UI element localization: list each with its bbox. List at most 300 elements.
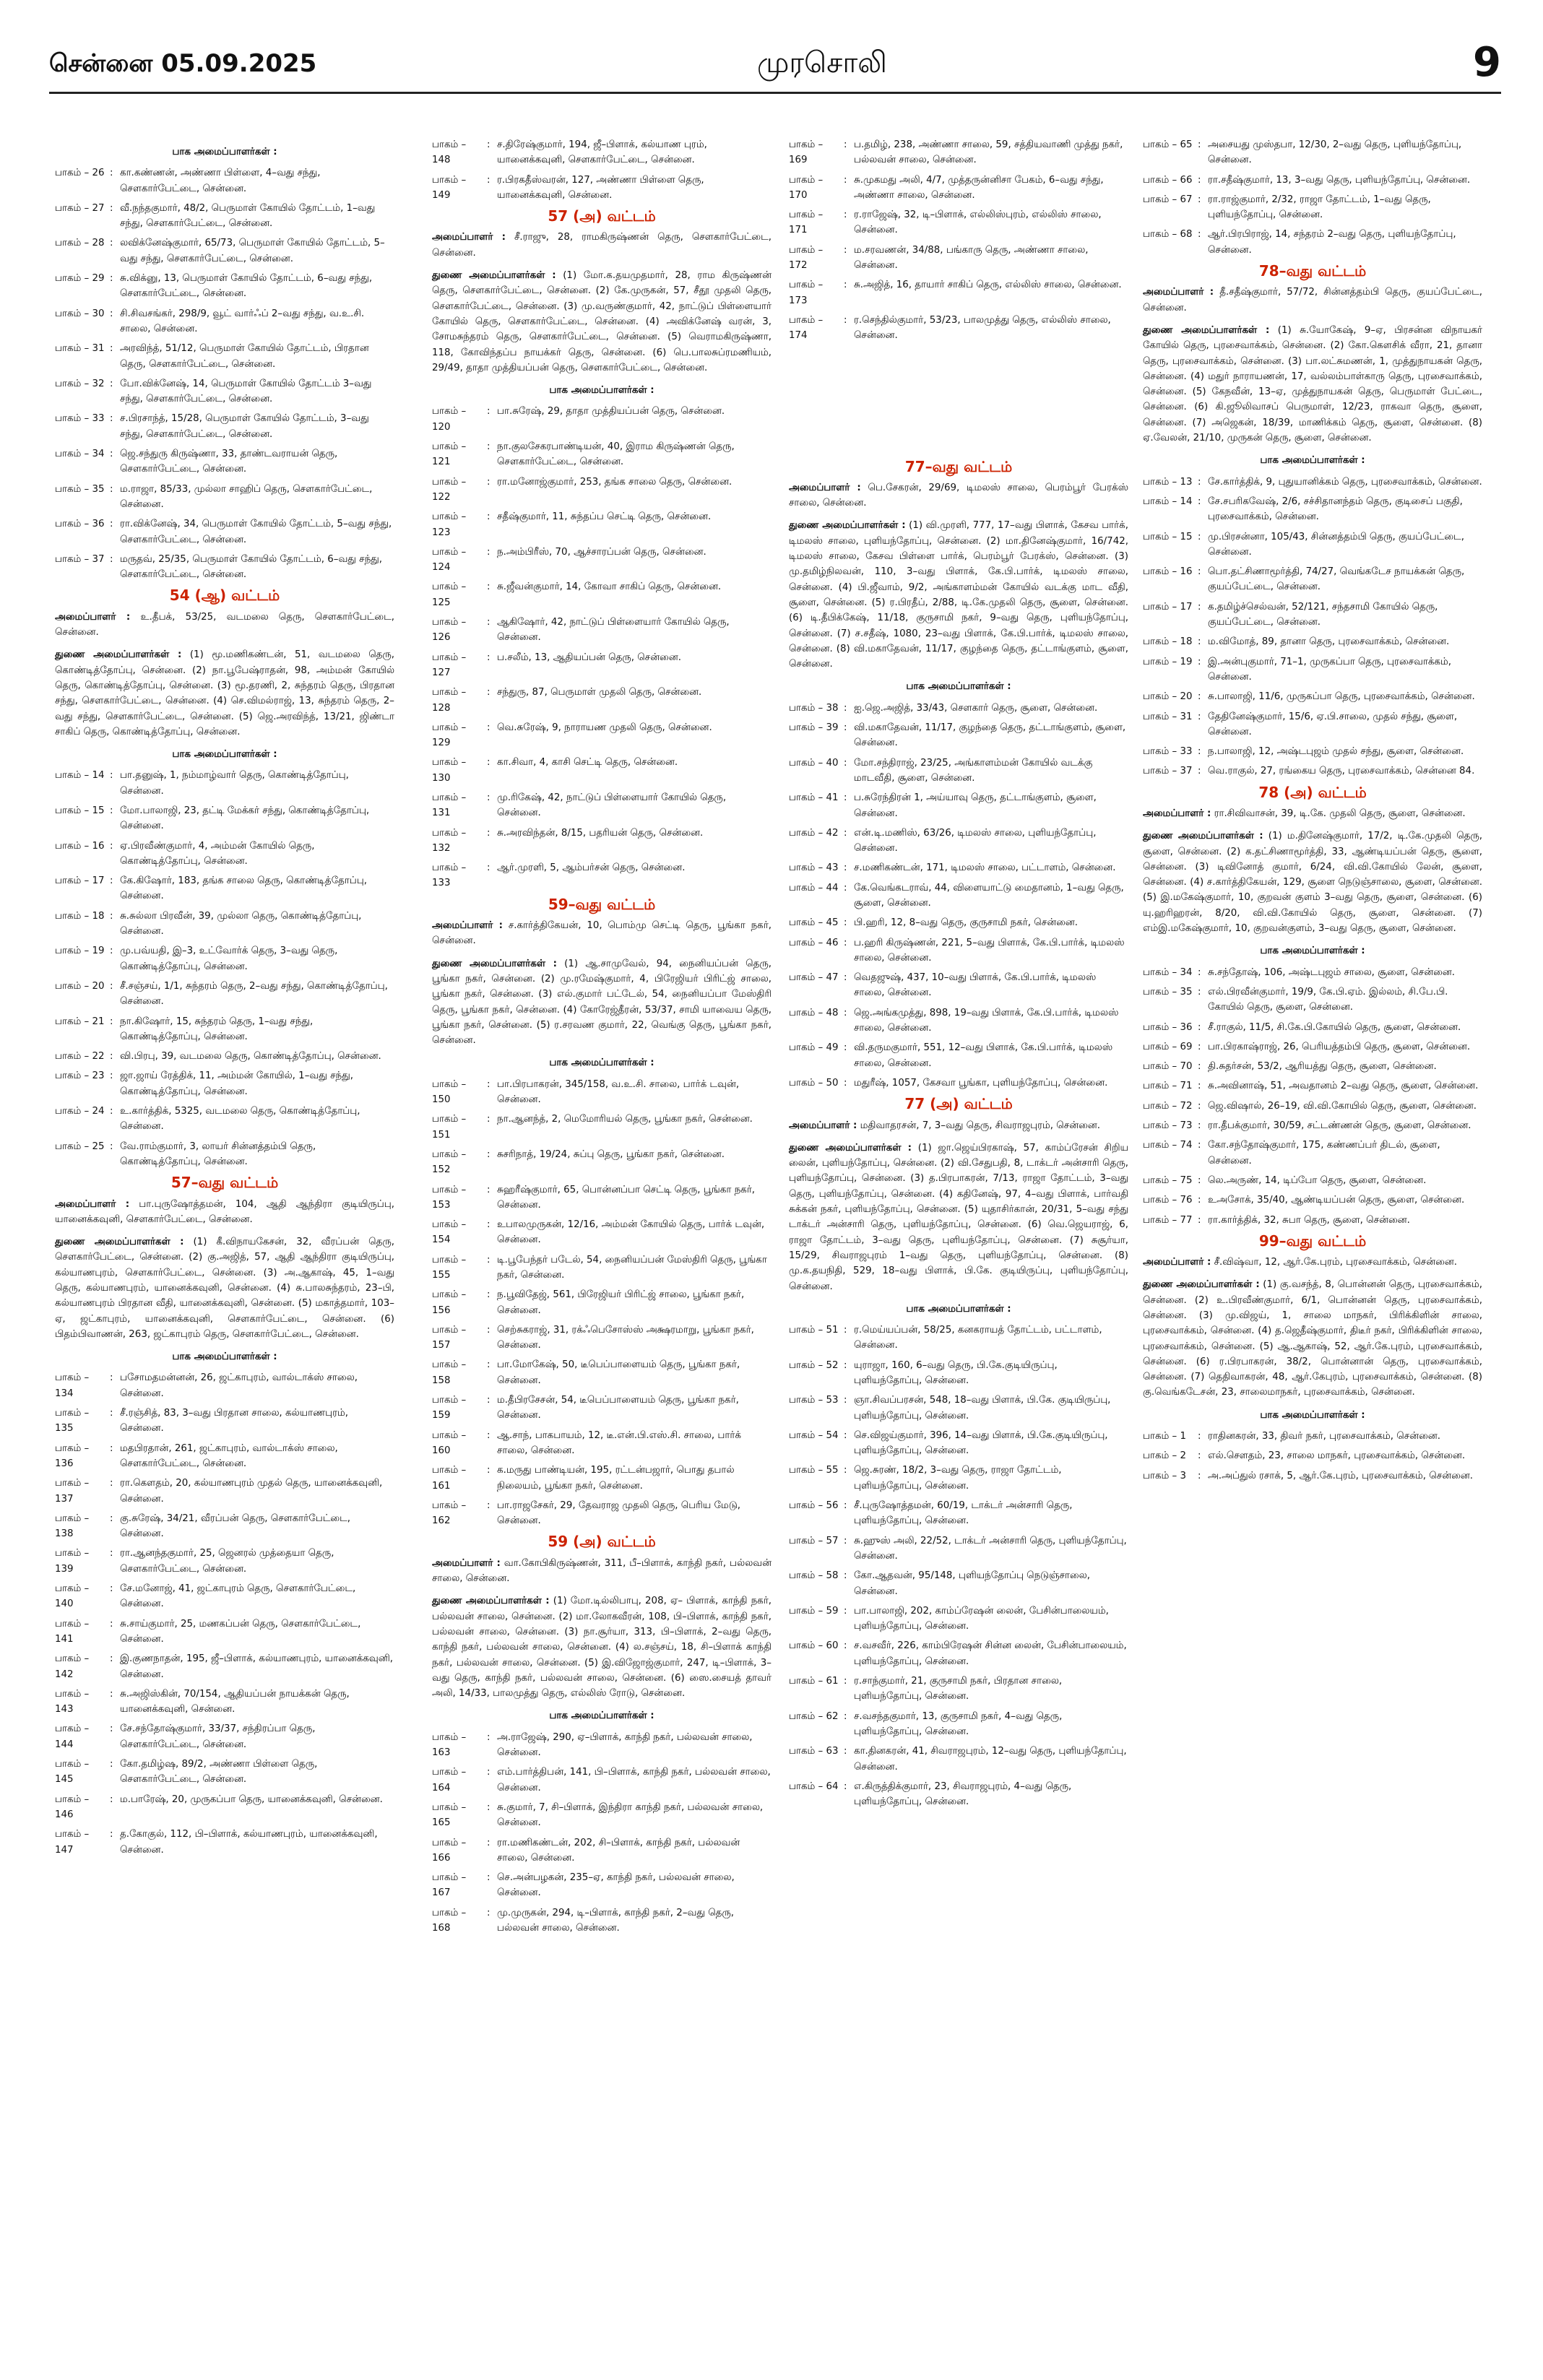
colon-separator: :: [487, 1114, 490, 1125]
booth-number: பாகம் – 28: [55, 238, 105, 249]
booth-number: பாகம் – 25: [55, 1141, 105, 1152]
booth-number: பாகம் – 143: [55, 1688, 90, 1715]
booth-address: மு.பிரசன்னா, 105/43, சின்னத்தம்பி தெரு, குயப்பேட்டை, சென்னை.: [1208, 531, 1464, 558]
booth-number: பாகம் – 127: [432, 652, 467, 678]
booth-entry: [789, 207, 1128, 238]
appointment-paragraph: [432, 1593, 772, 1701]
colon-separator: :: [1198, 229, 1201, 241]
section-heading: பாக அமைப்பாளர்கள் :: [906, 1303, 1011, 1315]
booth-address: ஜெ.சுரண், 18/2, 3–வது தெரு, ராஜா தோட்டம், புளியந்தோப்பு, சென்னை.: [854, 1465, 1062, 1492]
booth-entry: [432, 475, 772, 506]
booth-address: பொ.தட்சிணாமூர்த்தி, 74/27, வெங்கடேச நாயக்கன் தெரு, குயப்பேட்டை, சென்னை.: [1208, 566, 1465, 593]
booth-address: சு.அஜித், 16, தாயார் சாகிப் தெரு, எல்லிஸ் சாலை, சென்னை.: [854, 280, 1122, 291]
booth-number: பாகம் – 122: [432, 476, 467, 503]
section-heading: பாக அமைப்பாளர்கள் :: [1260, 455, 1365, 467]
booth-address: மோ.பாலாஜி, 23, தட்டி மேக்கர் சந்து, கொண்டித்தோப்பு, சென்னை.: [120, 805, 370, 832]
colon-separator: :: [1198, 601, 1201, 613]
colon-separator: :: [1198, 986, 1201, 998]
appointment-text: (1) கீ.விநாயகேசன், 32, வீரப்பன் தெரு, சௌகார்பேட்டை, சென்னை. (2) கு.அஜித், 57, ஆதி ஆந்திரா குடியிருப்பு, கல்யாணபுரம், சௌகார்பேட்டை, சென்னை. (3) அ.ஆகாஷ், 45, 1–வது தெரு, கல்யாணபுரம், யானைக்கவுனி, சென்னை. (4) சு.பாலசுந்தரம், 23–பி, கல்யாணபுரம் பிரதான வீதி, யானைக்கவுனி, சென்னை. (5) மகாத்தமார், 103–ஏ, ஜட்காபுரம், யானைக்கவுனி, சௌகார்பேட்டை, சென்னை. (6) பிதம்பிவாணன், 263, ஜட்காபுரம் தெரு, சௌகார்பேட்டை, சென்னை.: [55, 1237, 394, 1340]
booth-entry: [55, 768, 394, 799]
colon-separator: :: [1198, 174, 1201, 186]
booth-number: பாகம் – 158: [432, 1359, 467, 1386]
booth-number: பாகம் – 149: [432, 174, 467, 201]
booth-entry: [789, 860, 1128, 875]
booth-address: போ.விக்னேஷ், 14, பெருமாள் கோயில் தோட்டம் 3–வது சந்து, சௌகார்பேட்டை, சென்னை.: [120, 378, 372, 405]
role-label: அமைப்பாளர் :: [1143, 808, 1211, 819]
booth-address: மதுரீஷ், 1057, கேசவா பூங்கா, புளியந்தோப்பு, சென்னை.: [854, 1077, 1108, 1089]
booth-address: சே.சந்தோஷ்குமார், 33/37, சந்திரப்பா தெரு, சௌகார்பேட்டை, சென்னை.: [120, 1723, 316, 1750]
booth-number: பாகம் – 136: [55, 1442, 90, 1469]
booth-entry: [55, 1546, 394, 1577]
booth-entry: [1143, 564, 1482, 595]
booth-address: ம.பாரேஷ், 20, முருகப்பா தெரு, யானைக்கவுனி, சென்னை.: [120, 1793, 383, 1805]
appointment-text: (1) ஜா.ஜெய்பிரகாஷ், 57, காம்ப்ரேசன் சிறிய லைன், புளியந்தோப்பு, சென்னை. (2) வி.சேதுபதி, 8, டாக்டர் அன்சாரி தெரு, புளியந்தோப்பு, சென்னை. (3) த.பிரபாகரன், 7/13, ராஜா தோட்டம், 3–வது தெரு, புளியந்தோப்பு, சென்னை. (4) கதினேஷ், 97, 4–வது பிளாக், பார்வதி சுக்கன் நகர், புளியந்தோப்பு, சென்னை. (5) யுதாசிர்கான், 20/31, 5–வது சந்து டாக்டர் அன்சாரி தெரு, புளியந்தோப்பு, சென்னை. (6) வெ.ஜெயராஜ், 6, ராஜா தோட்டம், 3–வது தெரு, புளியந்தோப்பு, சென்னை. (7) சுசூர்யா, 15/29, சிவராஜபுரம் 1–வது தெரு, புளியந்தோப்பு, சென்னை. (8) மு.க.தயநிதி, 529, 18–வது பிளாக், பி.கே. குடியிருப்பு, புளியந்தோப்பு, சென்னை.: [789, 1142, 1128, 1292]
booth-address: ஐ.ஜெ.அஜித், 33/43, சௌகார் தெரு, சூளை, சென்னை.: [854, 702, 1098, 714]
booth-address: அசையது முஸ்தபா, 12/30, 2–வது தெரு, புளியந்தோப்பு, சென்னை.: [1208, 139, 1462, 166]
booth-address: டி.பூபேந்தர் படேல், 54, நைனியப்பன் மேஸ்திரி தெரு, பூங்கா நகர், சென்னை.: [497, 1254, 767, 1281]
colon-separator: :: [110, 980, 113, 992]
booth-address: கா.தினகரன், 41, சிவராஜபுரம், 12–வது தெரு, புளியந்தோப்பு, சென்னை.: [854, 1746, 1127, 1773]
booth-address: வி.மகாதேவன், 11/17, குழந்தை தெரு, தட்டாங்குளம், சூளை, சென்னை.: [854, 722, 1126, 749]
booth-number: பாகம் – 37: [55, 553, 105, 565]
booth-number: பாகம் – 15: [55, 805, 105, 816]
colon-separator: :: [110, 1051, 113, 1063]
booth-entry: [55, 1617, 394, 1648]
booth-entry: [55, 979, 394, 1010]
colon-separator: :: [844, 1535, 847, 1546]
booth-entry: [55, 235, 394, 267]
booth-number: பாகம் – 44: [789, 882, 839, 893]
colon-separator: :: [1198, 1081, 1201, 1092]
booth-address: ஆர்.பிரபிராஜ், 14, சந்தரம் 2–வது தெரு, புளியந்தோப்பு, சென்னை.: [1208, 229, 1456, 256]
colon-separator: :: [487, 722, 490, 733]
colon-separator: :: [110, 910, 113, 922]
booth-number: பாகம் – 74: [1143, 1140, 1193, 1151]
booth-entry: [55, 1792, 394, 1823]
colon-separator: :: [110, 840, 113, 852]
appointment-text: (1) ம.தினேஷ்குமார், 17/2, டி.கே.முதலி தெரு, சூளை, சென்னை. (2) க.தட்சிணாமூர்த்தி, 33, ஆண்டியப்பன் தெரு, சூளை, சென்னை. (3) டிவினோத் குமார், 6/24, வி.வி.கோயில் லேன், சூளை, சென்னை. (4) ச.கார்த்திகேயன், 129, சூளை நெடுஞ்சாலை, சூளை, சென்னை. (5) இ.மகேஷ்குமார், 10, குறவன் குளம் 3–வது தெரு, சூளை, சென்னை. (6) யு.ஹரிஹரன், 8/20, வி.வி.கோயில் தெரு, சூளை, சென்னை. (7) எம்இ.மகேஷ்குமார், 10, குறவன்குளம், 3–வது தெரு, சூளை, சென்னை.: [1143, 831, 1483, 935]
booth-address: சு.சாய்குமார், 25, மணகப்பன் தெரு, சௌகார்பேட்டை, சென்னை.: [120, 1618, 361, 1645]
booth-number: பாகம் – 70: [1143, 1061, 1193, 1073]
role-label: அமைப்பாளர் :: [55, 1198, 130, 1210]
booth-address: சு.சந்தோஷ், 106, அஷ்டபுஜம் சாலை, சூளை, சென்னை.: [1208, 966, 1456, 978]
booth-number: பாகம் – 54: [789, 1429, 839, 1441]
colon-separator: :: [1198, 1061, 1201, 1073]
colon-separator: :: [1198, 636, 1201, 648]
booth-address: கே.வெங்கடராவ், 44, விளையாட்டு மைதானம், 1–வது தெரு, சூளை, சென்னை.: [854, 882, 1124, 909]
booth-entry: [55, 1441, 394, 1472]
booth-entry: [789, 1638, 1128, 1669]
booth-address: அரவிந்த், 51/12, பெருமாள் கோயில் தோட்டம், பிரதான தெரு, சௌகார்பேட்டை, சென்னை.: [120, 343, 369, 370]
booth-number: பாகம் – 38: [789, 702, 839, 714]
colon-separator: :: [110, 770, 113, 782]
booth-entry: [55, 1014, 394, 1045]
booth-number: பாகம் – 167: [432, 1872, 467, 1899]
booth-number: பாகம் – 151: [432, 1114, 467, 1141]
booth-address: செ.விஜய்குமார், 396, 14–வது பிளாக், பி.கே.குடியிருப்பு, புளியந்தோப்பு, சென்னை.: [854, 1429, 1108, 1457]
colon-separator: :: [487, 827, 490, 839]
booth-entry: [789, 826, 1128, 857]
booth-number: பாகம் – 1: [1143, 1431, 1187, 1442]
colon-separator: :: [487, 862, 490, 874]
booth-number: பாகம் – 23: [55, 1070, 105, 1082]
appointment-paragraph: [1143, 806, 1482, 821]
colon-separator: :: [1198, 746, 1201, 758]
colon-separator: :: [844, 1465, 847, 1476]
booth-entry: [1143, 1099, 1482, 1114]
booth-address: வீ.நந்தகுமார், 48/2, பெருமாள் கோயில் தோட்டம், 1–வது சந்து, சௌகார்பேட்டை, சென்னை.: [120, 202, 376, 230]
booth-number: பாகம் – 72: [1143, 1100, 1193, 1112]
booth-entry: [1143, 689, 1482, 704]
colon-separator: :: [487, 1324, 490, 1336]
booth-address: இ.குணநாதன், 195, ஜீ–பிளாக், கல்யாணபுரம், யானைக்கவுனி, சென்னை.: [120, 1653, 394, 1680]
booth-address: சு.ஹுஸ் அலி, 22/52, டாக்டர் அன்சாரி தெரு, புளியந்தோப்பு, சென்னை.: [854, 1535, 1127, 1562]
booth-address: பா.பாலாஜி, 202, காம்ப்ரேஷன் லைன், பேசின்பாலையம், புளியந்தோப்பு, சென்னை.: [854, 1605, 1109, 1632]
colon-separator: :: [110, 1759, 113, 1770]
colon-separator: :: [844, 1746, 847, 1757]
colon-separator: :: [844, 792, 847, 804]
booth-number: பாகம் – 34: [55, 449, 105, 460]
booth-entry: [1143, 1059, 1482, 1074]
booth-address: த.கோகுல், 112, பி–பிளாக், கல்யாணபுரம், யானைக்கவுனி, சென்னை.: [120, 1829, 378, 1856]
appointment-paragraph: [432, 956, 772, 1049]
booth-number: பாகம் – 26: [55, 168, 105, 179]
booth-address: சீ.ரஞ்சித், 83, 3–வது பிரதான சாலை, கல்யாணபுரம், சென்னை.: [120, 1408, 349, 1435]
colon-separator: :: [110, 413, 113, 425]
colon-separator: :: [487, 1500, 490, 1511]
appointment-text: (1) மோ.க.தயமுதமார், 28, ராம கிருஷ்ணன் தெரு, சௌகார்பேட்டை, சென்னை. (2) கே.முருகன், 57, சீதூ முதலி தெரு, சௌகார்பேட்டை, சென்னை. (3) மு.வருண்குமார், 42, நாட்டுப் பிள்ளையார் கோயில் தெரு, சௌகார்பேட்டை, சென்னை. (4) அவிக்னேஷ் வரன், 3, சோமசுந்தரம் தெரு, சௌகார்பேட்டை, சென்னை. (5) வெராமகிருஷ்ணா, 118, கோவிந்தப்ப நாயக்கர் தெரு, சென்னை. (6) பெ.பாலசுப்ரமணியம், 29/49, தாதா முத்தியப்பன் தெரு, சௌகார்பேட்டை, சென்னை.: [432, 270, 772, 373]
booth-entry: [789, 915, 1128, 930]
booth-number: பாகம் – 165: [432, 1801, 467, 1829]
colon-separator: :: [110, 1442, 113, 1454]
appointment-paragraph: [55, 647, 394, 740]
colon-separator: :: [1198, 194, 1201, 205]
colon-separator: :: [1198, 1450, 1201, 1462]
appointment-text: பெ.சேகரன், 29/69, டிமலஸ் சாலை, பெரம்பூர் பேரக்ஸ் சாலை, சென்னை.: [789, 482, 1129, 509]
booth-entry: [1143, 654, 1482, 685]
booth-address: ஏ.பிரவீண்குமார், 4, அம்மன் கோயில் தெரு, கொண்டித்தோப்பு, சென்னை.: [120, 840, 315, 867]
colon-separator: :: [110, 875, 113, 887]
ward-title: 77–வது வட்டம்: [904, 457, 1013, 475]
booth-number: பாகம் – 63: [789, 1746, 839, 1757]
booth-address: மதபிரதான், 261, ஜட்காபுரம், வால்டாக்ஸ் சாலை, சௌகார்பேட்டை, சென்னை.: [120, 1442, 338, 1469]
booth-number: பாகம் – 42: [789, 827, 839, 839]
appointment-text: (1) மூ.மணிகண்டன், 51, வடமலை தெரு, கொண்டித்தோப்பு, சென்னை. (2) நா.பூபேஷ்ராதன், 98, அம்மன் கோயில் தெரு, கொண்டித்தோப்பு, சென்னை. (3) மூ.தரணி, 2, சுந்தரம் தெரு, பிரதான சந்து, சௌகார்பேட்டை, சென்னை. (4) செ.விமல்ராஜ், 13, சுந்தரம் தெரு, 2–வது சந்து, சௌகார்பேட்டை, சென்னை. (5) ஜெ.அரவிந்த், 13/21, ஜிண்டா சாகிப் தெரு, கொண்டித்தோப்பு, சென்னை.: [55, 649, 395, 737]
ward-title: 57 (அ) வட்டம்: [548, 207, 656, 225]
booth-number: பாகம் – 16: [1143, 566, 1193, 578]
booth-address: ரா.கார்த்திக், 32, சுபா தெரு, சூளை, சென்னை.: [1208, 1214, 1410, 1226]
booth-entry: [55, 943, 394, 974]
booth-entry: [432, 404, 772, 435]
colon-separator: :: [1198, 1431, 1201, 1442]
booth-address: ம.தீபிரசேசன், 54, டீபெப்பாளையம் தெரு, பூங்கா நகர், சென்னை.: [497, 1395, 739, 1421]
colon-separator: :: [110, 1408, 113, 1419]
colon-separator: :: [487, 546, 490, 558]
section-heading: பாக அமைப்பாளர்கள் :: [172, 1351, 277, 1363]
booth-address: ஞா.சிவப்பரசன், 548, 18–வது பிளாக், பி.கே. குடியிருப்பு, புளியந்தோப்பு, சென்னை.: [854, 1395, 1111, 1421]
colon-separator: :: [110, 168, 113, 179]
booth-entry: [1143, 763, 1482, 779]
appointment-paragraph: [1143, 285, 1482, 316]
booth-number: பாகம் – 43: [789, 862, 839, 874]
booth-entry: [789, 173, 1128, 204]
booth-entry: [432, 720, 772, 751]
booth-number: பாகம் – 148: [432, 139, 467, 166]
appointment-paragraph: [55, 610, 394, 641]
colon-separator: :: [487, 139, 490, 150]
booth-address: சுஹரீஷ்குமார், 65, பொன்னப்பா செட்டி தெரு, பூங்கா நகர், சென்னை.: [497, 1184, 755, 1211]
booth-number: பாகம் – 159: [432, 1395, 467, 1421]
booth-entry: [789, 243, 1128, 274]
colon-separator: :: [487, 687, 490, 698]
appointment-paragraph: [432, 1556, 772, 1587]
booth-number: பாகம் – 153: [432, 1184, 467, 1211]
booth-number: பாகம் – 169: [789, 139, 824, 166]
booth-number: பாகம் – 168: [432, 1907, 467, 1934]
colon-separator: :: [110, 1478, 113, 1489]
booth-number: பாகம் – 39: [789, 722, 839, 734]
booth-entry: [55, 1721, 394, 1752]
booth-address: ர.சாந்குமார், 21, குருசாமி நகர், பிரதான சாலை, புளியந்தோப்பு, சென்னை.: [854, 1676, 1063, 1702]
booth-number: பாகம் – 71: [1143, 1081, 1193, 1092]
booth-address: ச.பிரசாந்த், 15/28, பெருமாள் கோயில் தோட்டம், 3–வது சந்து, சௌகார்பேட்டை, சென்னை.: [120, 413, 369, 440]
booth-number: பாகம் – 76: [1143, 1195, 1193, 1206]
booth-address: சதீஷ்குமார், 11, சுந்தப்ப செட்டி தெரு, சென்னை.: [497, 511, 712, 523]
booth-entry: [55, 1827, 394, 1858]
appointment-paragraph: [1143, 828, 1482, 936]
booth-address: ந.பாலாஜி, 12, அஷ்டபுஜம் முதல் சந்து, சூளை, சென்னை.: [1208, 746, 1464, 758]
ward-title: 57–வது வட்டம்: [170, 1174, 279, 1192]
booth-number: பாகம் – 160: [432, 1429, 467, 1456]
booth-address: சு.ஜீவன்குமார், 14, கோவா சாகிப் தெரு, சென்னை.: [497, 581, 722, 593]
colon-separator: :: [1198, 566, 1201, 578]
booth-number: பாகம் – 41: [789, 792, 839, 804]
appointment-text: (1) கு.வசந்த், 8, பொன்னன் தெரு, புரசைவாக்கம், சென்னை. (2) உ.பிரவீண்குமார், 6/1, பொன்னன் தெரு, புரசைவாக்கம், சென்னை. (3) மு.விஜய், 1, சாலை மாநகர், பிரிக்கிளின் சாலை, புரசைவாக்கம், சென்னை. (4) த.ஜெதீஷ்குமார், திடீர் நகர், பிரிக்கிளின் சாலை, புரசைவாக்கம், சென்னை. (5) ஆ.ஆகாஷ், 52, ஆர்.கே.புரம், புரசைவாக்கம், சென்னை. (6) ர.பிரபாகரன், 38/2, பொன்னான் தெரு, புரசைவாக்கம், சென்னை. (7) தெதிவாகரன், 48, ஆர்.கேபுரம், புரசைவாக்கம், சென்னை. (8) கு.வெங்கடேசன், 23, சாலைமாநகர், புரசைவாக்கம், சென்னை.: [1143, 1279, 1482, 1398]
colon-separator: :: [844, 244, 847, 256]
colon-separator: :: [844, 314, 847, 326]
colon-separator: :: [110, 1016, 113, 1027]
booth-address: ஆ.சாந், பாகபாயம், 12, டீ.என்.பி.எஸ்.சி. சாலை, பார்க் சாலை, சென்னை.: [497, 1429, 741, 1456]
booth-number: பாகம் – 21: [55, 1016, 105, 1027]
booth-address: அ.அப்துல் ரசாக், 5, ஆர்.கே.புரம், புரசைவாக்கம், சென்னை.: [1208, 1470, 1474, 1481]
booth-number: பாகம் – 64: [789, 1780, 839, 1792]
booth-number: பாகம் – 145: [55, 1759, 90, 1786]
booth-number: பாகம் – 27: [55, 202, 105, 214]
booth-address: உ.கார்த்திக், 5325, வடமலை தெரு, கொண்டித்தோப்பு, சென்னை.: [120, 1106, 360, 1133]
colon-separator: :: [110, 273, 113, 285]
colon-separator: :: [487, 792, 490, 803]
booth-number: பாகம் – 166: [432, 1837, 467, 1864]
booth-entry: [432, 1800, 772, 1831]
booth-number: பாகம் – 137: [55, 1478, 90, 1505]
booth-number: பாகம் – 59: [789, 1605, 839, 1617]
booth-number: பாகம் – 33: [55, 413, 105, 425]
colon-separator: :: [110, 449, 113, 460]
booth-entry: [432, 755, 772, 786]
booth-number: பாகம் – 35: [55, 483, 105, 495]
booth-entry: [789, 277, 1128, 308]
role-label: துணை அமைப்பாளர்கள் :: [432, 958, 557, 969]
booth-address: ஜெ.விஷால், 26–19, வி.வி.கோயில் தெரு, சூளை, சென்னை.: [1208, 1100, 1477, 1112]
role-label: அமைப்பாளர் :: [55, 611, 131, 623]
booth-number: பாகம் – 49: [789, 1042, 839, 1054]
booth-number: பாகம் – 132: [432, 827, 467, 854]
booth-entry: [432, 860, 772, 891]
booth-entry: [1143, 1173, 1482, 1188]
colon-separator: :: [110, 553, 113, 565]
booth-number: பாகம் – 155: [432, 1254, 467, 1281]
colon-separator: :: [487, 1801, 490, 1813]
booth-address: சு.முகமது அலி, 4/7, முத்தருன்னிசா பேகம், 6–வது சந்து, அண்ணா சாலை, சென்னை.: [854, 174, 1104, 201]
colon-separator: :: [1198, 1174, 1201, 1186]
booth-entry: [55, 1406, 394, 1437]
booth-entry: [55, 376, 394, 407]
appointment-text: சீ.ராஜு, 28, ராமகிருஷ்ணன் தெரு, சௌகார்பேட்டை, சென்னை.: [432, 232, 772, 259]
role-label: துணை அமைப்பாளர்கள் :: [789, 1142, 912, 1154]
booth-entry: [432, 1765, 772, 1796]
booth-entry: [789, 1674, 1128, 1705]
booth-entry: [432, 1287, 772, 1318]
colon-separator: :: [487, 757, 490, 769]
booth-address: ச.வசந்தகுமார், 13, குருசாமி நகர், 4–வது தெரு, புளியந்தோப்பு, சென்னை.: [854, 1710, 1063, 1737]
booth-entry: [1143, 709, 1482, 740]
colon-separator: :: [110, 483, 113, 495]
ward-title: 78–வது வட்டம்: [1258, 262, 1367, 280]
booth-number: பாகம் – 131: [432, 792, 467, 819]
colon-separator: :: [110, 343, 113, 355]
colon-separator: :: [1198, 1140, 1201, 1151]
booth-number: பாகம் – 125: [432, 581, 467, 608]
booth-entry: [789, 313, 1128, 344]
booth-number: பாகம் – 134: [55, 1372, 90, 1399]
appointment-text: ரா.சிவிவாசன், 39, டி.கே. முதலி தெரு, சூளை, சென்னை.: [1214, 808, 1466, 819]
booth-number: பாகம் – 120: [432, 406, 467, 433]
colon-separator: :: [844, 1042, 847, 1054]
booth-address: வெ.சுரேஷ், 9, நாராயண முதலி தெரு, சென்னை.: [497, 722, 712, 733]
colon-separator: :: [844, 1570, 847, 1582]
booth-entry: [432, 615, 772, 646]
appointment-paragraph: [789, 1118, 1128, 1133]
booth-entry: [1143, 494, 1482, 525]
booth-entry: [789, 701, 1128, 716]
appointment-text: (1) ஆ.சாமுவேல், 94, நைனியப்பன் தெரு, பூங்கா நகர், சென்னை. (2) மு.ரமேஷ்குமார், 4, பிரேஜியர் பிரிட்ஜ் சாலை, பூங்கா நகர், சென்னை. (3) எல்.குமார் பட்டேல், 54, நைனியப்பா மேஸ்திரி தெரு, பூங்கா நகர், சென்னை. (4) கோரேஜ்தீரன், 53/37, சாமி யாவைய தெரு, பூங்கா நகர், சென்னை. (5) ர.சரவண குமார், 22, வெங்கு தெரு, பூங்கா நகர், சென்னை.: [432, 958, 772, 1047]
role-label: அமைப்பாளர் :: [789, 482, 861, 493]
booth-number: பாகம் – 19: [55, 945, 105, 957]
booth-number: பாகம் – 150: [432, 1078, 467, 1106]
colon-separator: :: [110, 945, 113, 957]
booth-entry: [432, 1112, 772, 1143]
ward-title: 54 (ஆ) வட்டம்: [169, 587, 280, 605]
appointment-paragraph: [55, 1197, 394, 1228]
booth-entry: [432, 685, 772, 716]
role-label: அமைப்பாளர் :: [1143, 287, 1214, 298]
booth-address: எல்.சௌதம், 23, சாலை மாநகர், புரசைவாக்கம், சென்னை.: [1208, 1450, 1466, 1462]
ward-title: 99–வது வட்டம்: [1258, 1232, 1367, 1250]
role-label: துணை அமைப்பாளர்கள் :: [789, 520, 906, 532]
role-label: அமைப்பாளர் :: [432, 920, 503, 932]
booth-entry: [55, 1757, 394, 1788]
booth-entry: [55, 446, 394, 477]
booth-address: பி.ஹரி, 12, 8–வது தெரு, குருசாமி நகர், சென்னை.: [854, 917, 1079, 929]
booth-entry: [432, 826, 772, 857]
booth-entry: [55, 552, 394, 583]
colon-separator: :: [110, 1548, 113, 1559]
booth-entry: [1143, 1193, 1482, 1208]
booth-entry: [1143, 192, 1482, 223]
booth-number: பாகம் – 45: [789, 917, 839, 929]
colon-separator: :: [1198, 1021, 1201, 1033]
booth-entry: [432, 1905, 772, 1937]
booth-entry: [1143, 1138, 1482, 1169]
booth-address: ரா.தீபக்குமார், 30/59, சட்டண்ணன் தெரு, சூளை, சென்னை.: [1208, 1120, 1471, 1132]
role-label: துணை அமைப்பாளர்கள் :: [55, 649, 182, 661]
booth-entry: [55, 271, 394, 302]
booth-number: பாகம் – 30: [55, 308, 105, 319]
booth-number: பாகம் – 65: [1143, 139, 1193, 150]
appointment-text: சீ.விஷ்வா, 12, ஆர்.கே.புரம், புரசைவாக்கம், சென்னை.: [1214, 1257, 1458, 1268]
booth-entry: [1143, 1429, 1482, 1444]
booth-number: பாகம் – 2: [1143, 1450, 1187, 1462]
booth-address: ச.திரேஷ்குமார், 194, ஜீ–பிளாக், கல்யாண புரம், யானைக்கவுனி, சௌகார்பேட்டை, சென்னை.: [497, 139, 707, 166]
booth-entry: [789, 1604, 1128, 1635]
booth-address: நா.கிஷோர், 15, சுந்தரம் தெரு, 1–வது சந்து, கொண்டித்தோப்பு, சென்னை.: [120, 1016, 314, 1042]
section-heading: பாக அமைப்பாளர்கள் :: [906, 681, 1011, 693]
colon-separator: :: [110, 1106, 113, 1117]
booth-address: சு.அரவிந்தன், 8/15, பதரியன் தெரு, சென்னை.: [497, 827, 704, 839]
booth-number: பாகம் – 14: [55, 770, 105, 782]
booth-address: நா.ஆனந்த், 2, மெமோரியல் தெரு, பூங்கா நகர், சென்னை.: [497, 1114, 753, 1125]
booth-entry: [55, 1068, 394, 1099]
colon-separator: :: [110, 1793, 113, 1805]
booth-address: உபாலமுருகன், 12/16, அம்மன் கோயில் தெரு, பார்க் டவுன், சென்னை.: [497, 1219, 765, 1246]
booth-address: ப.சுரேந்திரன் 1, அய்யாவு தெரு, தட்டாங்குளம், சூளை, சென்னை.: [854, 792, 1097, 819]
booth-address: லவிக்னேஷ்குமார், 65/73, பெருமாள் கோயில் தோட்டம், 5–வது சந்து, சௌகார்பேட்டை, சென்னை.: [120, 238, 385, 264]
appointment-paragraph: [789, 480, 1128, 511]
role-label: துணை அமைப்பாளர்கள் :: [432, 270, 556, 282]
colon-separator: :: [844, 917, 847, 929]
booth-address: கா.கண்ணன், அண்ணா பிள்ளை, 4–வது சந்து, சௌகார்பேட்டை, சென்னை.: [120, 168, 321, 194]
masthead: [49, 39, 1501, 90]
page-number: 9: [1473, 39, 1501, 86]
booth-entry: [432, 1182, 772, 1213]
booth-entry: [789, 1498, 1128, 1529]
booth-address: சீ.சஞ்சய், 1/1, சுந்தரம் தெரு, 2–வது சந்து, கொண்டித்தோப்பு, சென்னை.: [120, 980, 388, 1008]
booth-number: பாகம் – 18: [1143, 636, 1193, 648]
ward-title: 78 (அ) வட்டம்: [1258, 783, 1367, 801]
booth-number: பாகம் – 126: [432, 617, 467, 644]
appointment-paragraph: [789, 518, 1128, 672]
column-1: [55, 137, 394, 1862]
booth-number: பாகம் – 135: [55, 1408, 90, 1435]
booth-number: பாகம் – 173: [789, 280, 824, 306]
section-heading: பாக அமைப்பாளர்கள் :: [1260, 945, 1365, 957]
booth-entry: [789, 790, 1128, 821]
booth-number: பாகம் – 35: [1143, 986, 1193, 998]
colon-separator: :: [1198, 711, 1201, 722]
booth-number: பாகம் – 16: [55, 840, 105, 852]
booth-entry: [789, 1463, 1128, 1494]
colon-separator: :: [844, 827, 847, 839]
booth-address: கோ.சந்தோஷ்குமார், 175, கண்ணப்பர் திடல், சூளை, சென்னை.: [1208, 1140, 1440, 1167]
booth-number: பாகம் – 15: [1143, 531, 1193, 542]
booth-entry: [432, 545, 772, 576]
booth-address: ம.சரவணன், 34/88, பங்காரு தெரு, அண்ணா சாலை, சென்னை.: [854, 244, 1089, 272]
booth-entry: [55, 1687, 394, 1718]
booth-address: ர.பிரகதீஸ்வரன், 127, அண்ணா பிள்ளை தெரு, யானைக்கவுனி, சென்னை.: [497, 174, 704, 201]
colon-separator: :: [844, 1710, 847, 1722]
booth-address: ரா.சதீஷ்குமார், 13, 3–வது தெரு, புளியந்தோப்பு, சென்னை.: [1208, 174, 1471, 186]
booth-number: பாகம் – 146: [55, 1793, 90, 1820]
